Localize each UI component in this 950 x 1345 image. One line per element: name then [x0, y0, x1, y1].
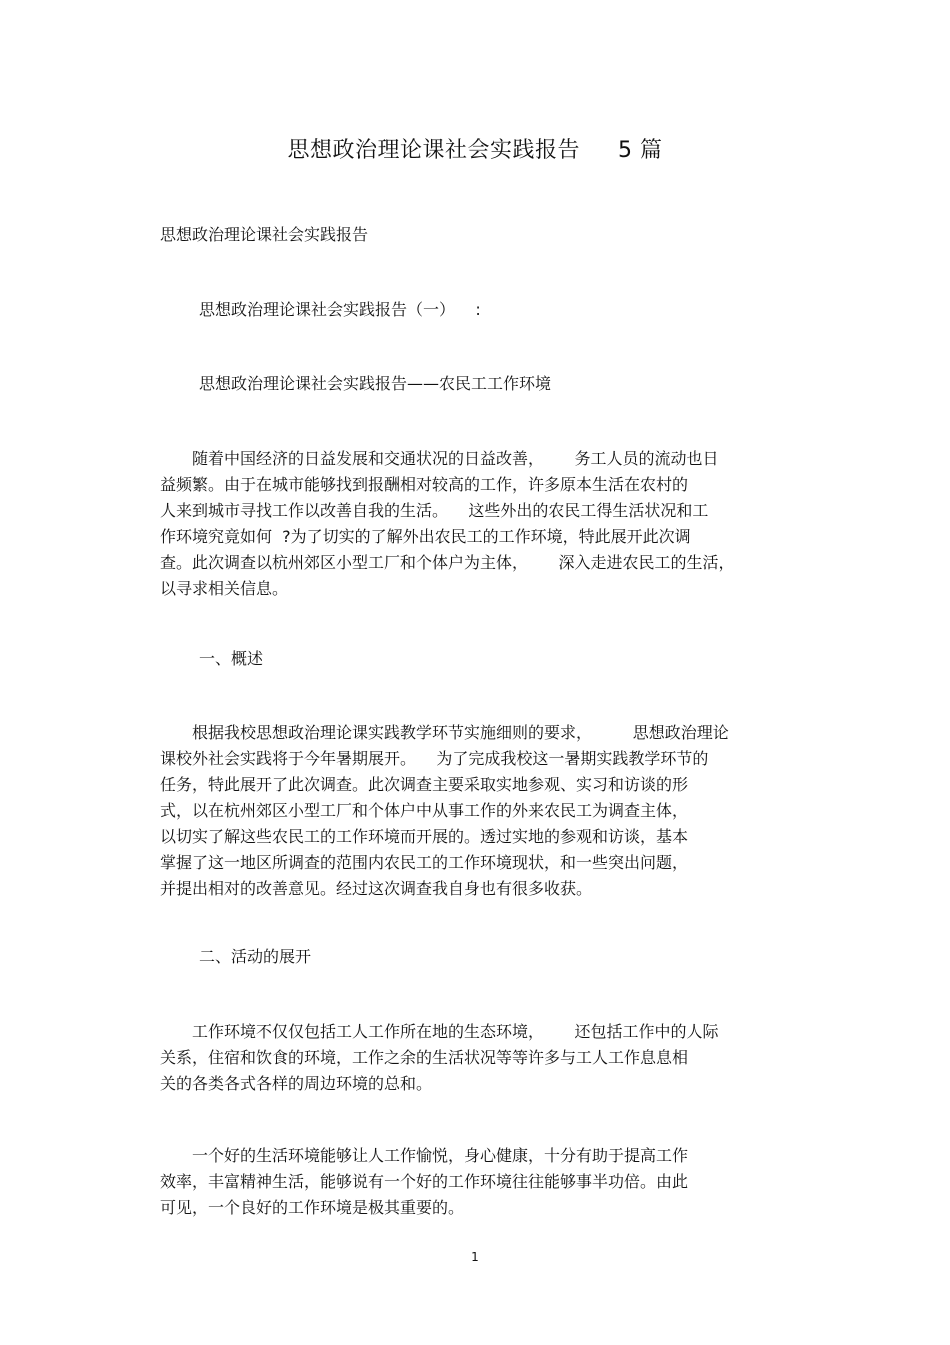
paragraph-line: 式，以在杭州郊区小型工厂和个体户中从事工作的外来农民工为调查主体， [160, 801, 689, 820]
paragraph-line: 以寻求相关信息。 [160, 579, 289, 598]
title-suffix: 5 篇 [618, 138, 663, 163]
paragraph-line: 效率，丰富精神生活，能够说有一个好的工作环境往往能够事半功倍。由此 [160, 1172, 689, 1191]
section-heading-1: 思想政治理论课社会实践报告（一） : [199, 300, 481, 319]
paragraph-line: 关系，住宿和饮食的环境，工作之余的生活状况等等许多与工人工作息息相 [160, 1048, 689, 1067]
heading-activity: 二、活动的展开 [199, 947, 312, 966]
title-text: 思想政治理论课社会实践报告 [287, 138, 580, 163]
paragraph-line: 关的各类各式各样的周边环境的总和。 [160, 1074, 433, 1093]
paragraph-line: 查。此次调查以杭州郊区小型工厂和个体户为主体， 深入走进农民工的生活， [160, 553, 735, 572]
paragraph-importance [160, 1143, 800, 1221]
paragraph-line: 工作环境不仅仅包括工人工作所在地的生态环境， 还包括工作中的人际 [160, 1022, 719, 1041]
paragraph-overview [160, 720, 800, 902]
paragraph-line: 益频繁。由于在城市能够找到报酬相对较高的工作，许多原本生活在农村的 [160, 475, 689, 494]
paragraph-line: 掌握了这一地区所调查的范围内农民工的工作环境现状，和一些突出问题， [160, 853, 689, 872]
paragraph-line: 人来到城市寻找工作以改善自我的生活。 这些外出的农民工得生活状况和工 [160, 501, 709, 520]
page-number: 1 [471, 1250, 479, 1264]
paragraph-line: 以切实了解这些农民工的工作环境而开展的。透过实地的参观和访谈，基本 [160, 827, 689, 846]
paragraph-environment [160, 1019, 800, 1097]
heading-overview: 一、概述 [199, 649, 264, 668]
paragraph-line: 并提出相对的改善意见。经过这次调查我自身也有很多收获。 [160, 879, 593, 898]
paragraph-line: 随着中国经济的日益发展和交通状况的日益改善， 务工人员的流动也日 [160, 449, 719, 468]
document-title [0, 133, 950, 164]
paragraph-line: 任务，特此展开了此次调查。此次调查主要采取实地参观、实习和访谈的形 [160, 775, 689, 794]
paragraph-line: 课校外社会实践将于今年暑期展开。 为了完成我校这一暑期实践教学环节的 [160, 749, 709, 768]
paragraph-line: 可见，一个良好的工作环境是极其重要的。 [160, 1198, 465, 1217]
document-subtitle: 思想政治理论课社会实践报告 [160, 225, 369, 244]
paragraph-line: 根据我校思想政治理论课实践教学环节实施细则的要求， 思想政治理论 [160, 723, 729, 742]
paragraph-line: 一个好的生活环境能够让人工作愉悦，身心健康，十分有助于提高工作 [160, 1146, 689, 1165]
section-heading-2: 思想政治理论课社会实践报告——农民工工作环境 [199, 374, 552, 393]
paragraph-intro [160, 446, 800, 602]
paragraph-line: 作环境究竟如何 ?为了切实的了解外出农民工的工作环境，特此展开此次调 [160, 527, 691, 546]
